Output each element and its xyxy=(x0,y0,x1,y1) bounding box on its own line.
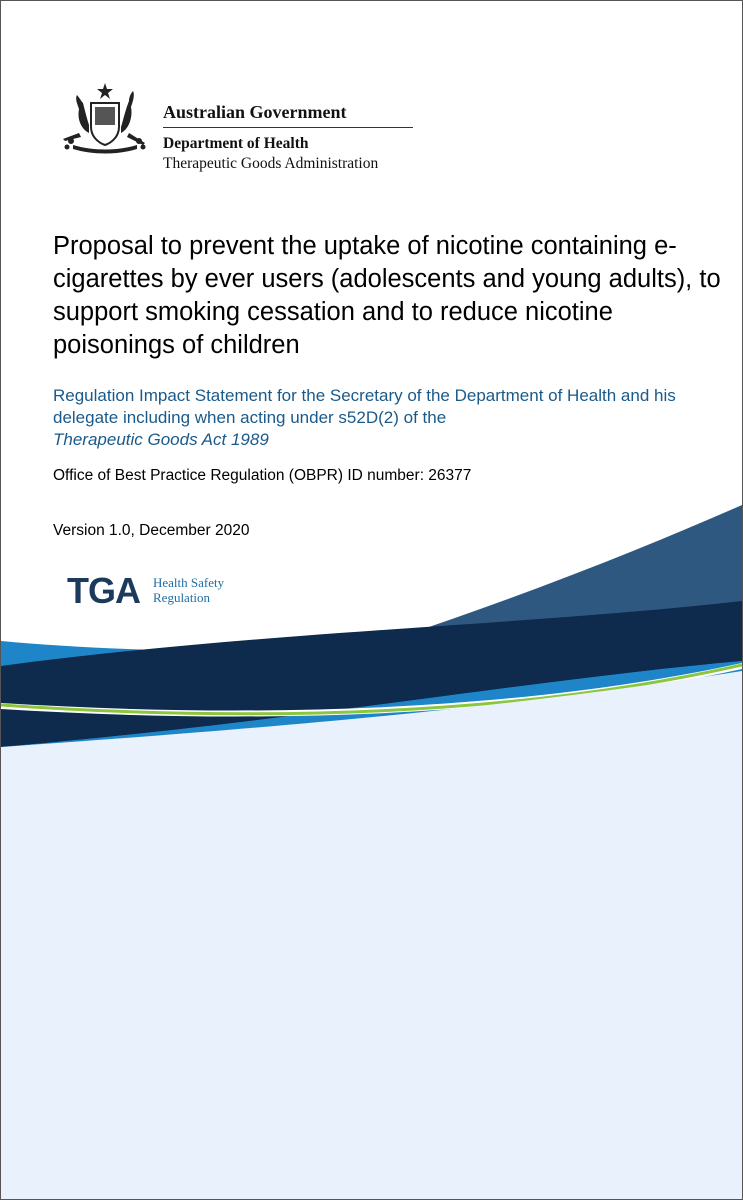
document-title: Proposal to prevent the uptake of nicotine containing e-cigarettes by ever users (adolescents and young adults), to support smoking cessation and to reduce nicotine poisonings of children xyxy=(53,232,721,359)
subtitle-text: Regulation Impact Statement for the Secretary of the Department of Health and his delegate including when acting under s52D(2) of the xyxy=(53,386,676,427)
department-name: Department of Health xyxy=(163,135,309,152)
administration-name: Therapeutic Goods Administration xyxy=(163,155,379,172)
australian-coat-of-arms-icon xyxy=(53,81,157,157)
version-date: Version 1.0, December 2020 xyxy=(53,522,250,539)
obpr-id-number: Office of Best Practice Regulation (OBPR) ID number: 26377 xyxy=(53,467,472,484)
document-subtitle xyxy=(53,385,703,451)
tga-tagline-line2: Regulation xyxy=(153,590,211,605)
government-name: Australian Government xyxy=(163,102,347,122)
branding-divider xyxy=(163,127,413,128)
agency-branding xyxy=(163,101,413,174)
tga-logo-tagline xyxy=(153,575,224,605)
tga-logo-mark: TGA xyxy=(67,570,140,611)
tga-logo xyxy=(67,569,247,615)
subtitle-act-name: Therapeutic Goods Act 1989 xyxy=(53,430,269,449)
tga-tagline-line1: Health Safety xyxy=(153,575,225,590)
